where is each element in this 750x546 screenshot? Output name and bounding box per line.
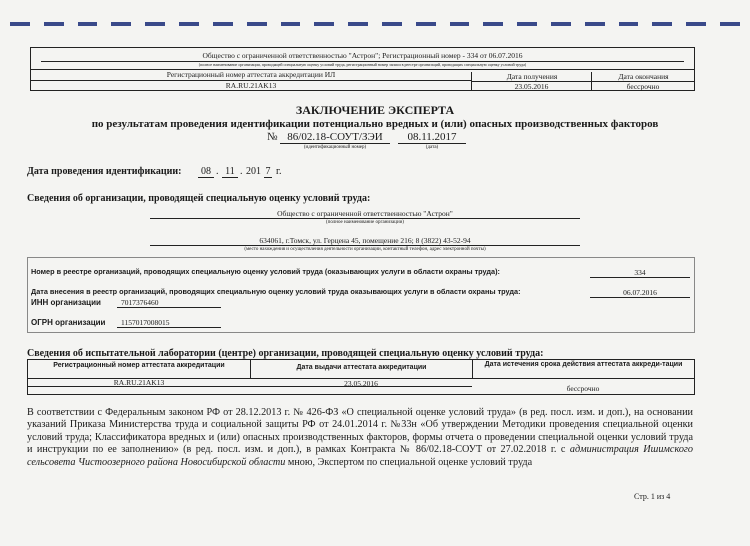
- org-address: 634061, г.Томск, ул. Герцена 45, помещение 216; 8 (3822) 43-52-94: [150, 236, 580, 246]
- acc-label: Регистрационный номер аттестата аккредитации ИЛ: [166, 70, 336, 79]
- lab-col1-header: Регистрационный номер аттестата аккредитации: [53, 362, 225, 369]
- body-end: мною, Экспертом по специальной оценке условий труда: [287, 456, 533, 468]
- reg-number-label: Номер в реестре организаций, проводящих специальную оценку условий труда (оказывающих услуги в области охраны труда):: [31, 267, 500, 276]
- body-paragraph: [27, 407, 693, 469]
- ident-day: 08: [198, 166, 214, 178]
- ogrn-label: ОГРН организации: [31, 318, 106, 327]
- ogrn-value: 1157017008015: [117, 318, 221, 328]
- header-org-caption: (полное наименование организации, проводящей специальную оценку условий труда, регистрационный номер записи в реестре организаций, проводящих специальную оценку условий труда): [41, 61, 684, 67]
- document-subtitle: по результатам проведения идентификации потенциально вредных и (или) опасных производственных факторов: [91, 118, 659, 130]
- ident-year-suffix: 7: [265, 166, 271, 177]
- acc-value: RA.RU.21AK13: [31, 80, 471, 90]
- date-caption: (дата): [425, 145, 439, 150]
- end-value: бессрочно: [592, 81, 694, 91]
- inn-label: ИНН организации: [31, 298, 101, 307]
- inn-value: 7017376460: [117, 298, 221, 308]
- org-heading: Сведения об организации, проводящей специальную оценку условий труда:: [27, 193, 371, 204]
- page-number: Стр. 1 из 4: [634, 492, 671, 501]
- ident-year-prefix: 201: [246, 166, 261, 177]
- org-name: Общество с ограниченной ответственностью "Астрон": [150, 209, 580, 219]
- ident-year-end: г.: [276, 166, 282, 177]
- reg-date-label: Дата внесения в реестр организаций, проводящих специальную оценку условий труда оказывающих услуги в области охраны труда:: [31, 287, 521, 296]
- punch-hole-marks: [10, 22, 740, 30]
- recv-value: 23.05.2016: [472, 81, 591, 91]
- header-box: [30, 47, 695, 91]
- org-name-caption: (полное наименование организации): [326, 220, 404, 225]
- org-address-caption: (место нахождения и осуществления деятельности организации, контактный телефон, адрес электронной почты): [244, 247, 486, 252]
- ident-date-label: Дата проведения идентификации:: [27, 166, 182, 177]
- lab-val3: бессрочно: [566, 384, 600, 393]
- lab-val2: 23.05.2016: [344, 379, 378, 388]
- expert-number: 86/02.18-СОУТ/ЗЭИ: [280, 131, 390, 144]
- body-text: В соответствии с Федеральным законом РФ от 28.12.2013 г. № 426-ФЗ «О специальной оценке условий труда» (в ред. посл. изм. и доп.), на основании указаний Приказа Министерства труда и социальной защиты РФ от 24.01.2014 г. №33н «Об утверждении Методики проведения специальной оценки условий труда; Классификатора вредных и (или) опасных производственных факторов, формы отчета о проведении специальной оценки условий труда и инструкции по ее заполнению» (в ред. посл. изм. и доп.), в рамках Контракта № 86/02.18-СОУТ от 27.02.2018 г. с: [27, 407, 693, 456]
- lab-val1: RA.RU.21AK13: [113, 378, 165, 387]
- ident-month: 11: [222, 166, 238, 178]
- end-label: Дата окончания: [591, 72, 695, 90]
- reg-number-value: 334: [590, 268, 690, 278]
- recv-label: Дата получения: [471, 72, 592, 90]
- number-caption: (идентификационный номер): [303, 145, 367, 150]
- document-title: ЗАКЛЮЧЕНИЕ ЭКСПЕРТА: [295, 103, 455, 117]
- lab-col2-header: Дата выдачи аттестата аккредитации: [250, 360, 472, 378]
- lab-col3-header: Дата истечения срока действия аттестата аккреди-тации: [472, 360, 694, 378]
- reg-date-value: 06.07.2016: [590, 288, 690, 298]
- number-sign: №: [267, 131, 278, 143]
- header-org-line: Общество с ограниченной ответственностью "Астрон"; Регистрационный номер - 334 от 06.07.2016: [202, 51, 523, 60]
- lab-table: [27, 359, 695, 395]
- body-italic: администрация Ишимского сельсовета Чистоозерного района Новосибирской области: [27, 444, 693, 468]
- expert-date: 08.11.2017: [398, 131, 466, 144]
- lab-heading: Сведения об испытательной лаборатории (центре) организации, проводящей специальную оценку условий труда:: [27, 348, 544, 359]
